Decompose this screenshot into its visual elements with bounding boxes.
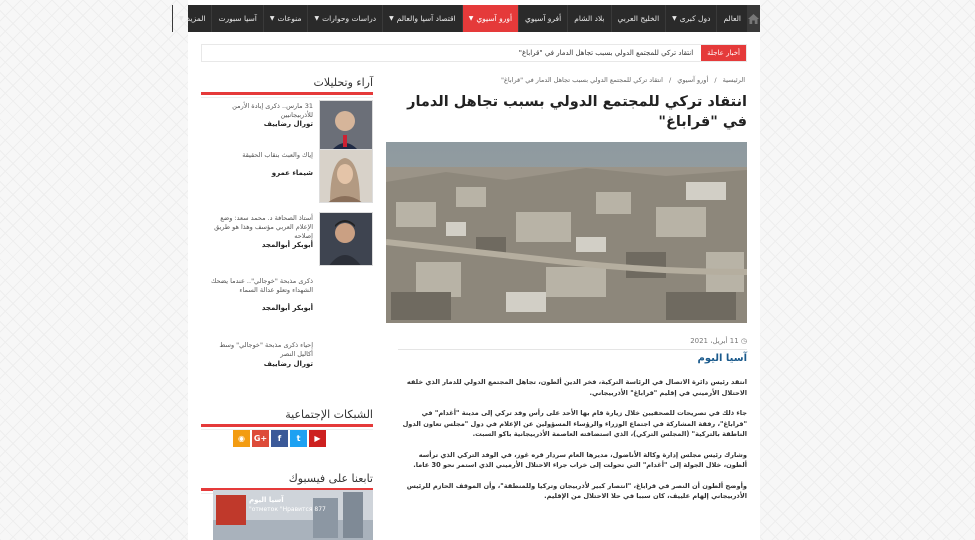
nav-item-label: دول كبرى xyxy=(679,14,711,23)
sidebar xyxy=(201,76,373,513)
nav-item-label: العالم xyxy=(723,14,741,23)
article-paragraph: انتقد رئيس دائرة الاتصال في الرئاسة التركية، فخر الدين ألطون، تجاهل المجتمع الدولي للدمار الذي خلفه الاحتلال الأرميني في إقليم "قراباغ" الأذربيجاني. xyxy=(406,378,747,397)
article-title: انتقاد تركي للمجتمع الدولي بسبب تجاهل الدمار في "قراباغ" xyxy=(407,94,747,130)
facebook-icon[interactable]: f xyxy=(271,430,288,447)
breadcrumb-separator: / xyxy=(714,76,717,84)
breadcrumb xyxy=(499,76,747,84)
nav-item[interactable] xyxy=(172,5,212,32)
opinion-author[interactable]: تورال رضاييف xyxy=(263,120,313,128)
article-paragraph: وشارك رئيس مجلس إدارة وكالة الأناضول، مديرها العام سردار قره غوز، في الوفد التركي الذي ترأسه ألطون، خلال الجولة إلى "أغدام" التي تحولت إلى خراب جراء الاحتلال الأرميني الذي استمر نحو 30 عاما. xyxy=(413,450,747,469)
opinion-item[interactable] xyxy=(201,149,373,205)
breadcrumb-separator: / xyxy=(669,76,672,84)
opinion-item[interactable] xyxy=(201,339,373,395)
chevron-down-icon: ▼ xyxy=(314,15,320,22)
social-icon-row xyxy=(233,430,326,447)
chevron-down-icon: ▼ xyxy=(389,15,394,22)
nav-item-label: اقتصاد آسيا والعالم xyxy=(396,14,456,23)
author-photo[interactable] xyxy=(319,212,373,266)
facebook-widget[interactable] xyxy=(213,490,373,540)
breadcrumb-current: انتقاد تركي للمجتمع الدولي بسبب تجاهل الدمار في "قراباغ" xyxy=(501,76,663,84)
opinion-author[interactable]: أبوبكر أبوالمجد xyxy=(261,241,313,249)
nav-item-label: آسيا سبورت xyxy=(218,14,257,23)
article-author[interactable]: آسيا اليوم xyxy=(697,353,747,364)
opinion-item[interactable] xyxy=(201,100,373,156)
article-date: 11 أبريل، 2021 xyxy=(690,337,739,345)
divider xyxy=(398,349,747,350)
opinion-author[interactable]: شيماء عمرو xyxy=(271,169,313,177)
chevron-down-icon: ▼ xyxy=(468,15,474,22)
nav-item[interactable] xyxy=(567,5,610,32)
opinion-title[interactable]: ذكرى مذبحة "خوجالي".. عندما يضحك الشهداء وتعلو عدالة السماء xyxy=(210,277,313,294)
nav-item-label: أفرو آسيوي xyxy=(525,14,562,23)
social-icons xyxy=(201,424,373,452)
nav-item[interactable] xyxy=(665,5,716,32)
article-meta xyxy=(690,337,747,345)
opinions-heading: آراء وتحليلات xyxy=(201,76,373,95)
nav-item[interactable] xyxy=(611,5,666,32)
nav-item-label: أورو آسيوي xyxy=(476,14,513,23)
fb-likes: 877 отметок "Нравится" xyxy=(249,506,326,513)
chevron-down-icon: ▼ xyxy=(178,15,184,22)
nav-item[interactable] xyxy=(382,5,462,32)
opinion-title[interactable]: 31 مارس.. ذكرى إبادة الأرمن للأذربيجانيين xyxy=(232,102,313,119)
home-icon[interactable] xyxy=(747,5,760,32)
twitter-icon[interactable]: t xyxy=(290,430,307,447)
opinion-item[interactable] xyxy=(201,212,373,268)
author-photo[interactable] xyxy=(319,149,373,203)
opinion-title[interactable]: أستاذ الصحافة د. محمد سعد: وضع الإعلام العربي مؤسف وهذا هو طريق إصلاحه xyxy=(214,214,313,240)
breadcrumb-section[interactable]: أورو آسيوي xyxy=(677,76,709,84)
nav-item[interactable] xyxy=(211,5,262,32)
opinion-author[interactable]: أبوبكر أبوالمجد xyxy=(261,304,313,312)
article-body xyxy=(398,377,747,512)
nav-item[interactable] xyxy=(716,5,747,32)
nav-item[interactable] xyxy=(462,5,518,32)
clock-icon: ◷ xyxy=(740,337,747,345)
nav-item-label: الخليج العربي xyxy=(617,14,660,23)
nav-item[interactable] xyxy=(263,5,308,32)
nav-item-label: المزيد xyxy=(186,14,206,23)
main-nav xyxy=(178,5,760,32)
google-plus-icon[interactable]: G+ xyxy=(252,430,269,447)
youtube-icon[interactable]: ▶ xyxy=(309,430,326,447)
social-heading: الشبكات الإجتماعية xyxy=(201,408,373,427)
nav-item[interactable] xyxy=(518,5,567,32)
breaking-news-label: أخبار عاجلة xyxy=(701,45,746,61)
opinion-title[interactable]: إحياء ذكرى مذبحة "خوجالي" وسط أكاليل النصر xyxy=(219,341,313,358)
article-paragraph: جاء ذلك في تصريحات للصحفيين خلال زيارة قام بها الأحد على رأس وفد تركي إلى مدينة "أغدام" في "قراباغ"، رفقة المشاركة في اجتماع الوزراء والرؤساء المسؤولين عن الإعلام في دول "مجلس تعاون الدول الناطقة بالتركية" (المجلس التركي)، الذي استضافته العاصمة الأذربيجانية باكو السبت. xyxy=(402,409,747,438)
breaking-news-link[interactable]: انتقاد تركي للمجتمع الدولي بسبب تجاهل الدمار في "قراباغ" xyxy=(518,49,694,57)
fb-page-name[interactable]: آسيا اليوم xyxy=(249,496,284,504)
opinion-item[interactable] xyxy=(201,275,373,331)
nav-item-label: منوعات xyxy=(277,14,302,23)
rss-icon[interactable]: ◉ xyxy=(233,430,250,447)
facebook-heading: تابعنا على فيسبوك xyxy=(201,472,373,491)
article-hero-image xyxy=(386,142,747,323)
chevron-down-icon: ▼ xyxy=(672,15,677,22)
page-container xyxy=(178,0,760,540)
nav-item-label: دراسات وحوارات xyxy=(322,14,377,23)
author-photo[interactable] xyxy=(319,100,373,154)
article-paragraph: وأوضح ألطون أن النصر في قراباغ، "انتصار كبير لأذربيجان وتركيا وللمنطقة"، وأن الموقف الحازم للرئيس الأذربيجاني إلهام علييف، كان سببا في حلا الاحتلال من الإقليم. xyxy=(406,481,747,500)
opinion-author[interactable]: تورال رضاييف xyxy=(263,360,313,368)
nav-item-label: بلاد الشام xyxy=(574,14,605,23)
opinion-title[interactable]: إياك والعبث بنقاب الحقيقة xyxy=(242,151,313,159)
nav-item[interactable] xyxy=(307,5,382,32)
breadcrumb-home[interactable]: الرئيسية xyxy=(722,76,745,84)
breaking-news-bar xyxy=(201,44,747,62)
chevron-down-icon: ▼ xyxy=(269,15,275,22)
